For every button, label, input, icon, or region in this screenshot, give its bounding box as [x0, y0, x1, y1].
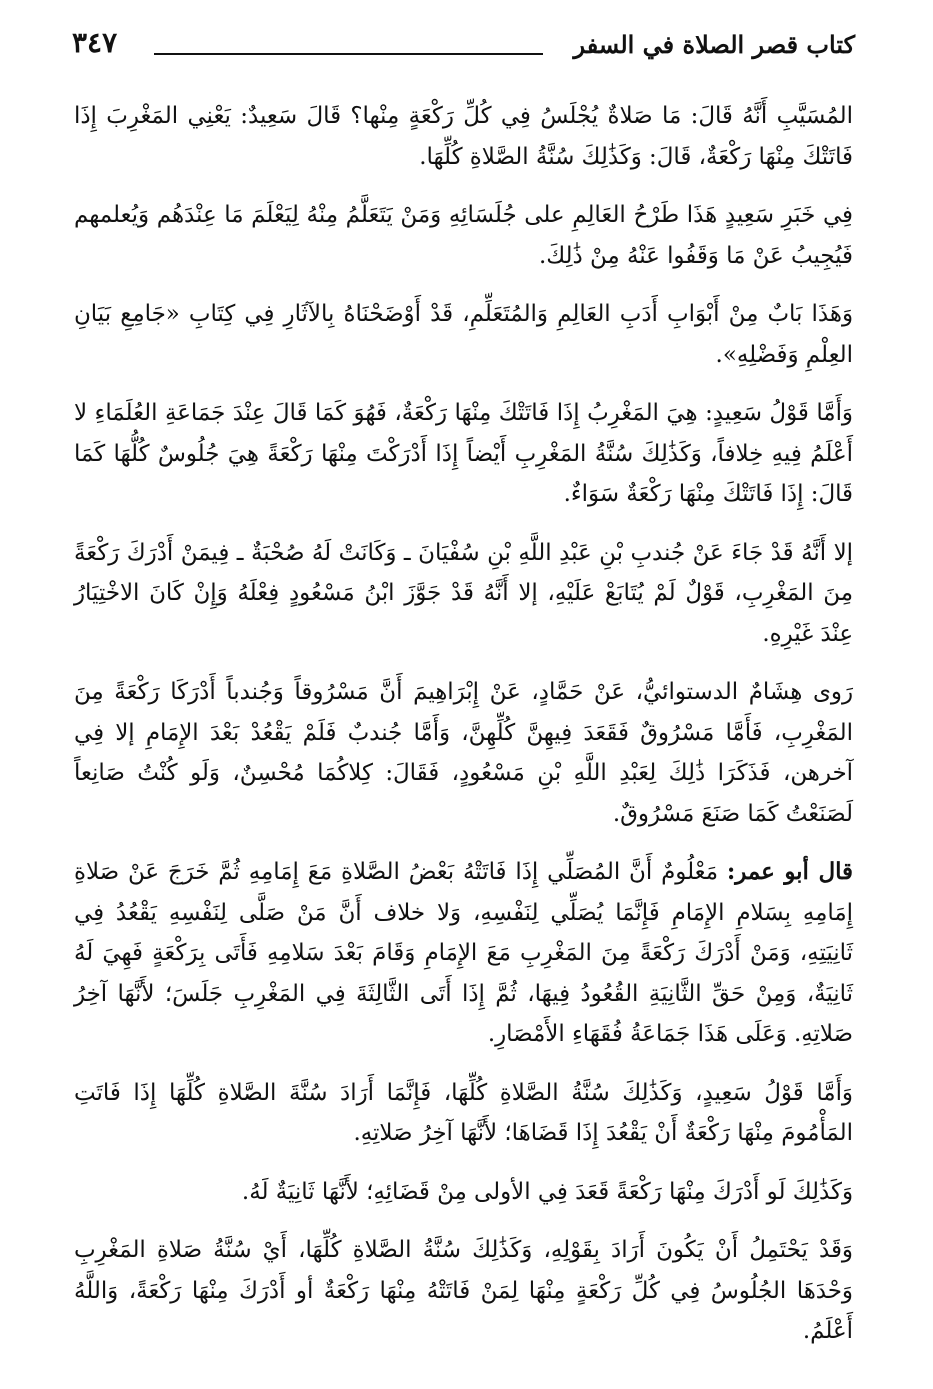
running-header	[72, 22, 855, 68]
paragraph-9: وَكَذَٰلِكَ لَو أَدْرَكَ مِنْهَا رَكْعَةً قَعَدَ فِي الأولى مِنْ قَضَائِهِ؛ لأَنَّهَا ثَانِيَةٌ لَهُ.	[241, 1178, 853, 1205]
paragraph-3: وَهَذَا بَابٌ مِنْ أَبْوَابِ أَدَبِ العَالِمِ وَالمُتَعَلِّمِ، قَدْ أَوْضَحْنَاهُ بِالآثَارِ فِي كِتَابِ «جَامِعِ بَيَانِ العِلْمِ وَفَضْلِهِ».	[74, 301, 853, 368]
paragraph-6: رَوى هِشَامٌ الدستوائيُّ، عَنْ حَمَّادٍ، عَنْ إِبْرَاهِيمَ أَنَّ مَسْرُوقاً وَجُندباً أَدْرَكَا رَكْعَةً مِنَ المَغْرِبِ، فَأَمَّا مَسْرُوقٌ فَقَعَدَ فِيهِنَّ كُلِّهِنَّ، وَأَمَّا جُندبٌ فَلَمْ يَقْعُدْ بَعْدَ الإِمَامِ إلا فِي آخرهن، فَذَكَرَا ذَٰلِكَ لِعَبْدِ اللَّهِ بْنِ مَسْعُودٍ، فَقَالَ: كِلاكُمَا مُحْسِنٌ، وَلَو كُنْتُ صَانِعاً لَصَنَعْتُ كَمَا صَنَعَ مَسْرُوقٌ.	[74, 679, 853, 827]
paragraph-2: فِي خَبَرِ سَعِيدٍ هَذَا طَرْحُ العَالِمِ على جُلَسَائِهِ وَمَنْ يَتَعَلَّمُ مِنْهُ لِيَعْلَمَ مَا عِنْدَهُم وَيُعلمهم فَيُجِيبُ عَنْ مَا وَقَفُوا عَنْهُ مِنْ ذَٰلِكَ.	[74, 202, 853, 269]
paragraph-1: المُسَيَّبِ أَنَّهُ قَالَ: مَا صَلاةٌ يُجْلَسُ فِي كُلِّ رَكْعَةٍ مِنْها؟ قَالَ سَعِيدٌ: يَعْنِي المَغْرِبَ إِذَا فَاتَتْكَ مِنْهَا رَكْعَةٌ، قَالَ: وَكَذَٰلِكَ سُنَّةُ الصَّلاةِ كُلِّهَا.	[74, 103, 853, 170]
paragraph-10: وَقَدْ يَحْتَمِلُ أَنْ يَكُونَ أَرَادَ بِقَوْلِهِ، وَكَذَٰلِكَ سُنَّةُ الصَّلاةِ كُلِّهَا، أَيْ سُنَّةُ صَلاةِ المَغْرِبِ وَحْدَهَا الجُلُوسُ فِي كُلِّ رَكْعَةٍ مِنْهَا لِمَنْ فَاتَتْهُ مِنْهَا رَكْعَةٌ أو أَدْرَكَ مِنْهَا رَكْعَةً، وَاللَّهُ أَعْلَمُ.	[74, 1237, 853, 1344]
author-lead: قال أبو عمر:	[726, 858, 853, 885]
body-text	[74, 96, 853, 1370]
paragraph-5: إلا أَنَّهُ قَدْ جَاءَ عَنْ جُندبِ بْنِ عَبْدِ اللَّهِ بْنِ سُفْيَانَ ـ وَكَانَتْ لَهُ صُحْبَةٌ ـ فِيمَنْ أَدْرَكَ رَكْعَةً مِنَ المَغْرِبِ، قَوْلٌ لَمْ يُتَابَعْ عَلَيْهِ، إلا أَنَّهُ قَدْ جَوَّزَ ابْنُ مَسْعُودٍ فِعْلَهُ وَإِنْ كَانَ الاخْتِيَارُ عِنْدَ غَيْرِهِ.	[74, 539, 853, 647]
chapter-title: كتاب قصر الصلاة في السفر	[573, 30, 855, 59]
paragraph-7-text: مَعْلُومٌ أَنَّ المُصَلِّي إِذَا فَاتَتْهُ بَعْضُ الصَّلاةِ مَعَ إِمَامِهِ ثُمَّ خَرَجَ عَنْ صَلاةِ إِمَامِهِ بِسَلامِ الإِمَامِ فَإِنَّمَا يُصَلِّي لِنَفْسِهِ، وَلا خلاف أَنَّ مَنْ صَلَّى لِنَفْسِهِ يَقْعُدُ فِي ثَانِيَتِهِ، وَمَنْ أَدْرَكَ رَكْعَةً مِنَ المَغْرِبِ مَعَ الإِمَامِ وَقَامَ بَعْدَ سَلامِهِ فَأَتَى بِرَكْعَةٍ فَهِيَ لَهُ ثَانِيَةٌ، وَمِنْ حَقِّ الثَّانِيَةِ القُعُودُ فِيهَا، ثُمَّ إِذَا أَتَى الثَّالِثَةَ فِي المَغْرِبِ جَلَسَ؛ لأَنَّهَا آخِرُ صَلاتِهِ. وَعَلَى هَذَا جَمَاعَةُ فُقَهَاءِ الأَمْصَارِ.	[74, 859, 853, 1047]
header-rule	[154, 53, 543, 55]
paragraph-7	[74, 852, 853, 1055]
page-number: ٣٤٧	[72, 26, 118, 59]
paragraph-4: وَأَمَّا قَوْلُ سَعِيدٍ: هِيَ المَغْرِبُ إِذَا فَاتَتْكَ مِنْهَا رَكْعَةٌ، فَهُوَ كَمَا قَالَ عِنْدَ جَمَاعَةِ العُلَمَاءِ لا أَعْلَمُ فِيهِ خِلافاً، وَكَذَٰلِكَ سُنَّةُ المَغْرِبِ أَيْضاً إِذَا أَدْرَكْتَ مِنْهَا رَكْعَةً هِيَ جُلُوسٌ كُلُّهَا كَمَا قَالَ: إِذَا فَاتَتْكَ مِنْهَا رَكْعَةٌ سَوَاءٌ.	[74, 400, 853, 507]
paragraph-8: وَأَمَّا قَوْلُ سَعِيدٍ، وَكَذَٰلِكَ سُنَّةُ الصَّلاةِ كُلِّهَا، فَإِنَّمَا أَرَادَ سُنَّةَ الصَّلاةِ كُلِّهَا إِذَا فَاتَتِ المَأْمُومَ مِنْهَا رَكْعَةٌ أَنْ يَقْعُدَ إِذَا قَضَاهَا؛ لأَنَّهَا آخِرُ صَلاتِهِ.	[74, 1079, 853, 1146]
